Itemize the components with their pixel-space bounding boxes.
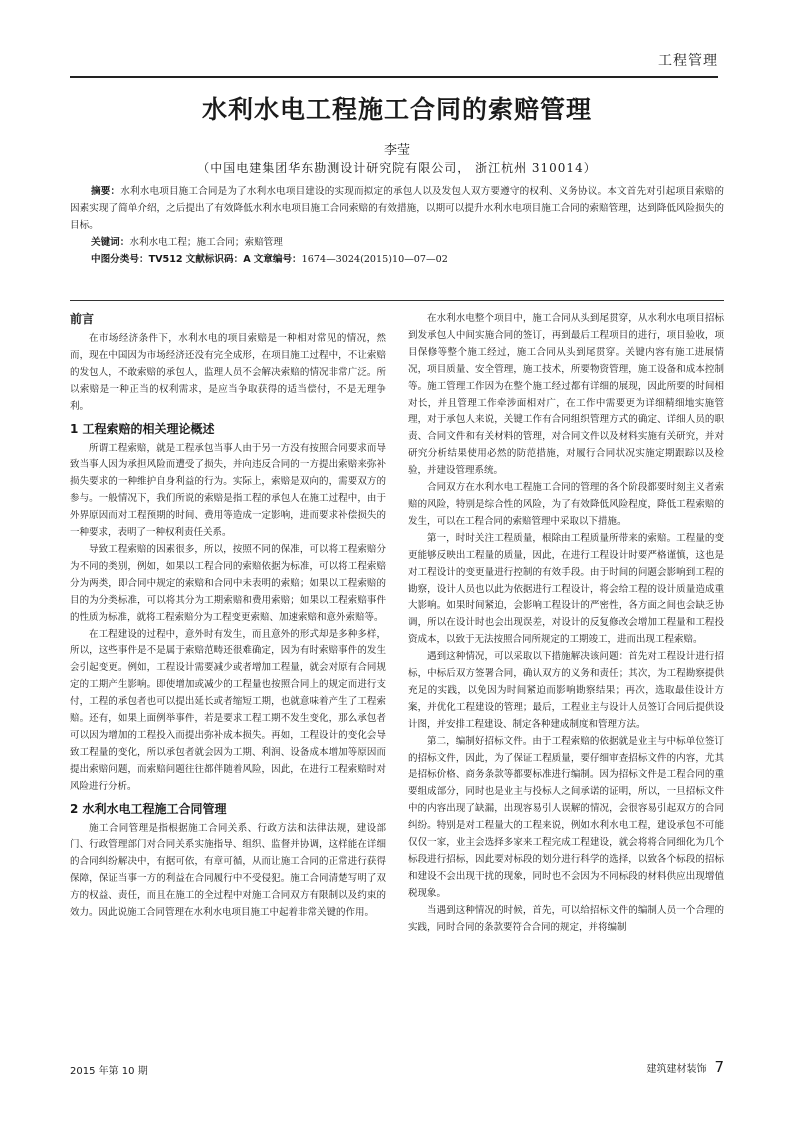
keywords [70, 234, 724, 251]
abstract-text: 水利水电项目施工合同是为了水利水电项目建设的实现而拟定的承包人以及发包人双方要遵守的权利、义务协议。本文首先对引起项目索赔的因素实现了简单介绍，之后提出了有效降低水利水电项目施工合同索赔的有效措施，以期可以提升水利水电项目施工合同的索赔管理，达到降低风险损失的目标。 [70, 186, 725, 231]
left-column [70, 310, 386, 922]
author: 李莹 [383, 143, 410, 158]
abstract [70, 183, 724, 234]
paragraph: 合同双方在水利水电工程施工合同的管理的各个阶段都要时刻主义者索赔的风险，特别是综合性的风险，为了有效降低风险程度，降低工程索赔的发生，可以在工程合同的索赔管理中采取以下措施。 [408, 482, 724, 527]
heading-preface: 前言 [70, 312, 95, 326]
paragraph: 第二，编制好招标文件。由于工程索赔的依据就是业主与中标单位签订的招标文件，因此，为了保证工程质量，要仔细审查招标文件的内容，尤其是招标价格、商务条款等都要标准进行编制。因为招标文件是工程合同的重要组成部分，同时也是业主与投标人之间承诺的证明，所以，一旦招标文件中的内容出现了缺漏，出现容易引人误解的情况，会很容易引起双方的合同纠纷。特别是对工程量大的工程来说，例如水利水电工程，建设承包不可能仅仅一家，业主会选择多家来工程完成工程建设，就会将将合同细化为几个标段进行招标，因此要对标段的划分进行科学的选择，以致各个标段的招标和建设不会出现干扰的现象，同时也不会因为不同标段的材料供应出现增值税现象。 [408, 735, 724, 899]
clc-label: 中图分类号： [91, 254, 149, 265]
paragraph: 当遇到这种情况的时候，首先，可以给招标文件的编制人员一个合理的实践，同时合同的条款要符合合同的规定，并将编制 [408, 904, 724, 933]
keywords-label: 关键词： [91, 237, 130, 248]
paragraph: 在工程建设的过程中，意外时有发生，而且意外的形式却是多种多样，所以，这些事件是不是属于索赔范畴还很难确定，因为有时索赔事件的发生会引起变更。例如，工程设计需要减少或者增加工程量，就会对原有合同规定的工期产生影响。即使增加或减少的工程量也按照合同上的规定而进行支付，工程的承包者也可以提出延长或者缩短工期，也就意味着产生了工程索赔。还有，如果上面例举事件，若是要求工程工期不发生变化，那么承包者可以因为增加的工程投入而提出弥补成本损失。再如，工程设计的变化会导致工程量的变化，所以承包者就会因为工期、利润、设备成本增加等原因而提出索赔问题，而索赔问题往往都伴随着风险，因此，在进行工程索赔时对风险进行分析。 [70, 628, 386, 792]
paragraph: 遇到这种情况，可以采取以下措施解决该问题：首先对工程设计进行招标，中标后双方签署合同，确认双方的义务和责任；其次，为工程勘察提供充足的实践，以免因为时间紧迫而影响勘察结果；再次，选取最佳设计方案，并优化工程建设的管理；最后，工程业主与设计人员签订合同后提供设计图，并安排工程建设、制定各种建成制度和管理方法。 [408, 651, 724, 730]
header-rule [70, 76, 718, 78]
article-title: 水利水电工程施工合同的索赔管理 [201, 95, 592, 124]
paragraph: 导致工程索赔的因素很多，所以，按照不同的保准，可以将工程索赔分为不同的类别，例如，如果以工程合同的索赔依据为标准，可以将工程索赔分为两类，即合同中规定的索赔和合同中未表明的索赔；如果以工程索赔的目的为分类标准，可以将其分为工期索赔和费用索赔；如果以工程索赔事件的性质为标准，就将工程索赔分为工程变更索赔、加速索赔和意外索赔等。 [70, 543, 386, 623]
keywords-text: 水利水电工程；施工合同；索赔管理 [129, 237, 283, 248]
journal-name: 建筑建材装饰 [646, 1064, 707, 1075]
paragraph: 施工合同管理是指根据施工合同关系、行政方法和法律法规，建设部门、行政管理部门对合同关系实施指导、组织、监督并协调，这样能在详细的合同纠纷解决中，有据可依，有章可循，从而让施工合同的正常进行获得保障，保证当事一方的利益在合同履行中不受侵犯。施工合同清楚写明了双方的权益、责任，而且在施工的全过程中对施工合同双方有限制以及约束的效力。因此说施工合同管理在水利水电项目施工中起着非常关键的作用。 [70, 822, 386, 919]
article-number-value: 1674—3024(2015)10—07—02 [301, 254, 448, 265]
clc-value: TV512 [148, 254, 183, 265]
page-number: 7 [714, 1058, 724, 1076]
heading-section-1: 1 工程索赔的相关理论概述 [70, 421, 215, 436]
paragraph: 第一，时时关注工程质量，根除由工程质量所带来的索赔。工程量的变更能够反映出工程量的质量，因此，在进行工程设计时要严格谨慎，这也是对工程设计的变更量进行控制的有效手段。由于时间的问题会影响到工程的勘察，设计人员也以此为依据进行工程设计，将会给工程的设计质量造成重大影响。如果时间紧迫，会影响工程设计的严密性，各方面之间也会缺乏协调，所以在设计时也会出现误差，对设计的反复修改会增加工程量和工程投资成本，以致于无法按照合同所规定的工期竣工，进而出现工程索赔。 [408, 532, 724, 646]
right-column [408, 311, 724, 937]
paragraph: 在市场经济条件下，水利水电的项目索赔是一种相对常见的情况，然而，现在中国因为市场经济还没有完全成形，在项目施工过程中，不让索赔的发包人，不敢索赔的承包人，监理人员不会解决索赔的情况非常广泛。所以索赔是一种正当的权利需求，是应当争取获得的适当偿付，不是无理争利。 [70, 333, 386, 412]
paragraph: 所谓工程索赔，就是工程承包当事人由于另一方没有按照合同要求而导致当事人因为承担风险而遭受了损失，并向违反合同的一方提出索赔来弥补损失要求的一种维护自身利益的行为。实际上，索赔是双向的，需要双方的参与。一般情况下，我们所说的索赔是指工程的承包人在施工过程中，由于外界原因而对工程预期的时间、费用等造成一定影响，进而要求补偿损失的一种要求，表明了一种权利责任关系。 [70, 442, 386, 539]
footer-journal [610, 1058, 724, 1076]
front-matter [70, 183, 724, 268]
heading-section-2: 2 水利水电工程施工合同管理 [70, 801, 227, 816]
abstract-label: 摘要： [91, 186, 121, 197]
affiliation: （中国电建集团华东勘测设计研究院有限公司， 浙江杭州 310014） [197, 161, 597, 175]
article-number-label: 文章编号： [253, 254, 302, 265]
front-matter-rule [70, 300, 724, 301]
footer-issue: 2015 年第 10 期 [70, 1066, 148, 1077]
doc-code-value: A [243, 254, 251, 265]
paragraph: 在水利水电整个项目中，施工合同从头到尾贯穿，从水利水电项目招标到发承包人中间实施合同的签订，再到最后工程项目的进行，项目验收，项目保修等整个施工经过，施工合同从头到尾贯穿。关键内容有施工进展情况，项目质量、安全管理，施工技术，所要物资管理，施工设备和成本控制等。施工管理工作因为在整个施工经过都有详细的展现，因此所要的时间相对长，并且管理工作牵涉面相对广，在工作中需要更为详细精细地实施管理，对于承包人来说，关键工作有合同组织管理方式的确定、详细人员的职责、合同文件和有关材料的管理，对合同文件以及材料实施有关研究，并对研究分析结果使用必然的防范措施，对履行合同状况实施定期跟踪以及检验，并建设管理系统。 [408, 313, 724, 477]
section-tag: 工程管理 [658, 53, 718, 69]
classification [70, 251, 724, 268]
doc-code-label: 文献标识码： [185, 254, 244, 265]
